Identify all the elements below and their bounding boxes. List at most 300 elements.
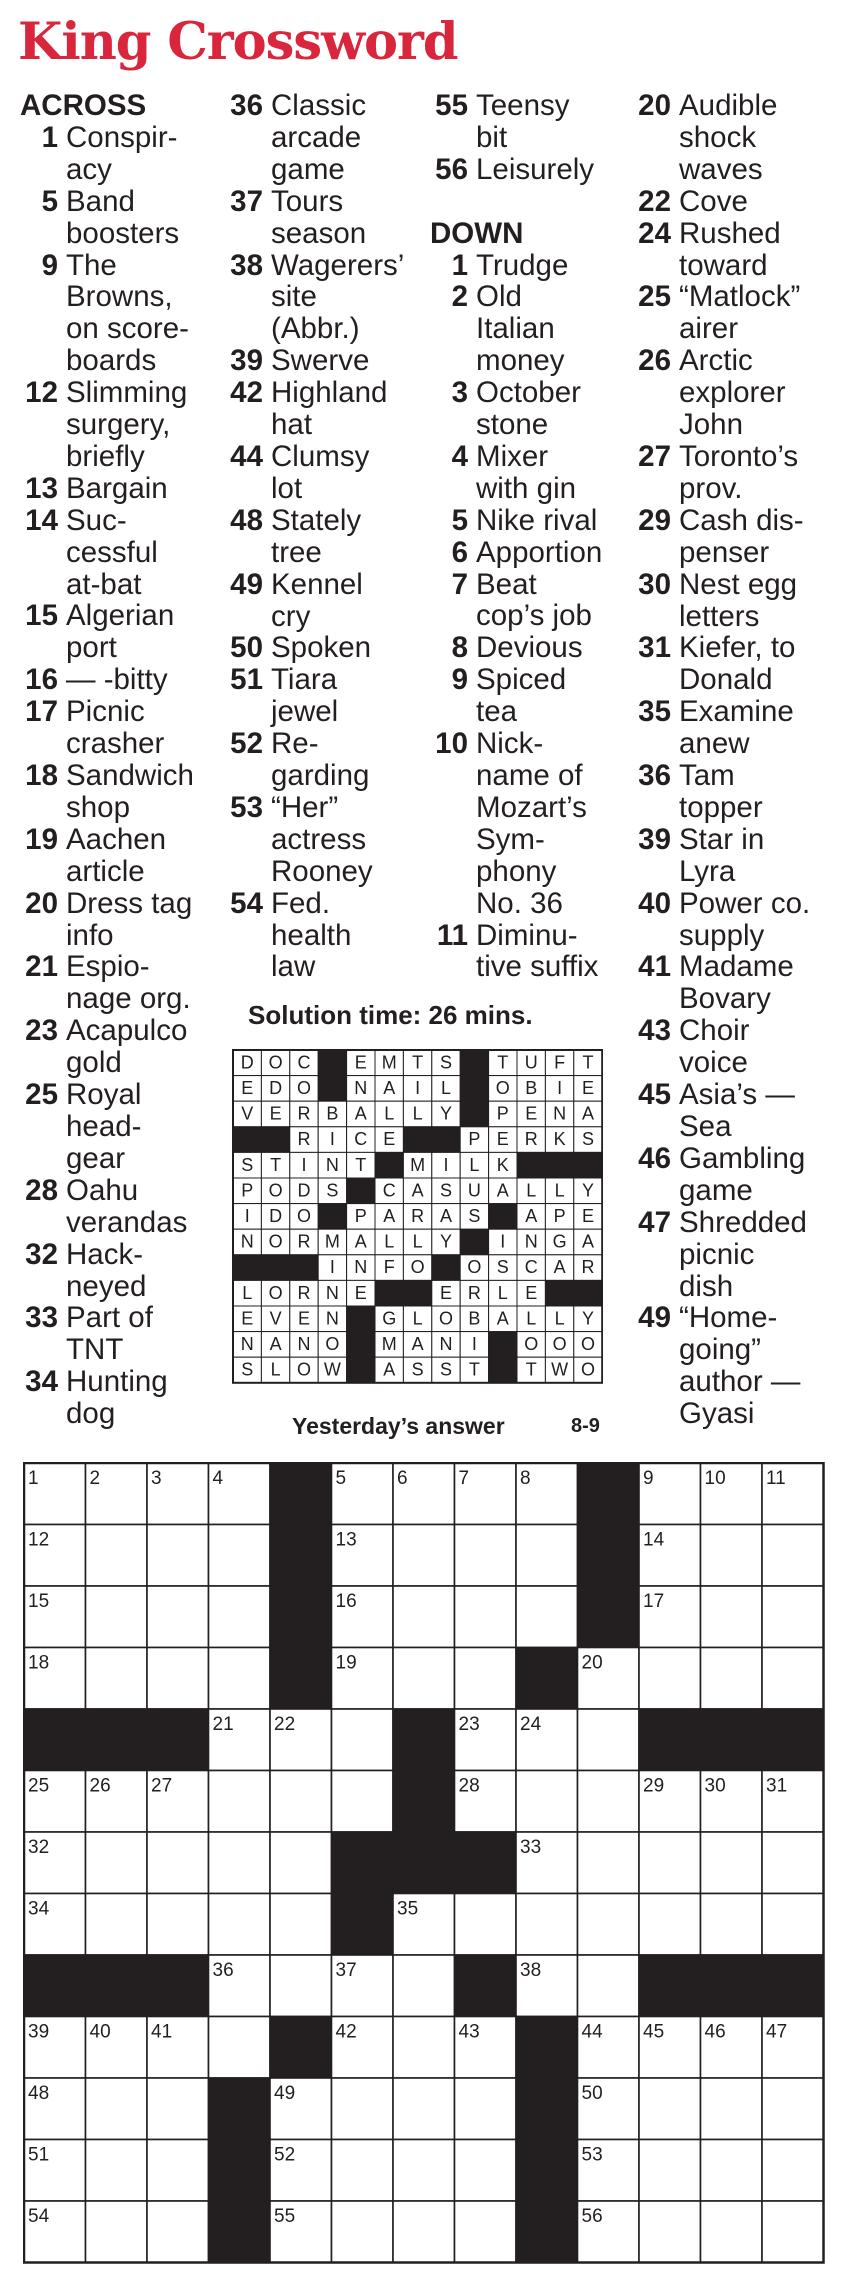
clue-text: Asia’s — Sea bbox=[679, 1078, 795, 1143]
black-square bbox=[578, 1525, 640, 1587]
answer-letter: T bbox=[412, 1052, 424, 1073]
grid-cell[interactable] bbox=[639, 1894, 701, 1956]
answer-letter: L bbox=[469, 1154, 480, 1175]
answer-letter: N bbox=[325, 1308, 339, 1329]
answer-letter: E bbox=[269, 1103, 282, 1124]
grid-cell[interactable] bbox=[578, 1894, 640, 1956]
answer-letter: L bbox=[526, 1180, 537, 1201]
grid-cell[interactable] bbox=[762, 1894, 824, 1956]
answer-letter: G bbox=[552, 1231, 567, 1252]
answer-letter: M bbox=[381, 1052, 397, 1073]
grid-cell[interactable] bbox=[701, 1648, 763, 1710]
cell-number: 39 bbox=[28, 2021, 50, 2043]
answer-black-square bbox=[460, 1076, 488, 1102]
down-header: DOWN bbox=[430, 216, 524, 250]
clue-column-2 bbox=[225, 90, 430, 983]
clue-number: 29 bbox=[638, 503, 671, 537]
grid-cell[interactable] bbox=[86, 1832, 148, 1894]
answer-letter: F bbox=[383, 1257, 395, 1278]
answer-letter: L bbox=[440, 1078, 452, 1099]
cell-number: 9 bbox=[643, 1468, 654, 1489]
clue-number: 1 bbox=[41, 120, 58, 154]
clue-text: “Her” actress Rooney bbox=[271, 790, 373, 888]
grid-cell[interactable] bbox=[209, 1648, 271, 1710]
grid-cell[interactable] bbox=[393, 2140, 455, 2202]
answer-letter: L bbox=[412, 1231, 423, 1252]
clue-text: Classic arcade game bbox=[271, 89, 367, 186]
black-square bbox=[762, 1709, 824, 1771]
across-clue-12 bbox=[20, 377, 225, 473]
clue-text: Devious bbox=[476, 631, 583, 665]
cell-number: 10 bbox=[704, 1468, 726, 1489]
cell-number: 1 bbox=[28, 1468, 39, 1489]
grid-cell[interactable] bbox=[393, 1525, 455, 1587]
clue-text: “Matlock” airer bbox=[679, 280, 801, 346]
grid-cell[interactable] bbox=[209, 1586, 271, 1648]
across-clue-55 bbox=[430, 90, 635, 154]
grid-cell[interactable] bbox=[762, 1525, 824, 1587]
down-clue-10 bbox=[430, 728, 635, 919]
grid-cell[interactable] bbox=[332, 1771, 394, 1833]
clue-number: 54 bbox=[230, 886, 263, 920]
down-clue-39 bbox=[633, 824, 838, 888]
cell-number: 19 bbox=[335, 1652, 357, 1674]
solution-time: Solution time: 26 mins. bbox=[248, 1000, 533, 1030]
grid-cell[interactable] bbox=[516, 1894, 578, 1956]
answer-letter: Y bbox=[439, 1103, 453, 1124]
cell-number: 14 bbox=[643, 1529, 665, 1551]
clue-text: Cash dis- penser bbox=[679, 503, 804, 569]
answer-letter: E bbox=[581, 1206, 595, 1227]
down-clue-2 bbox=[430, 281, 635, 377]
grid-cell[interactable] bbox=[762, 2140, 824, 2202]
cell-number: 47 bbox=[766, 2021, 788, 2043]
black-square bbox=[209, 2201, 271, 2263]
answer-letter: I bbox=[471, 1334, 477, 1355]
grid-cell[interactable] bbox=[393, 1955, 455, 2017]
grid-cell[interactable] bbox=[578, 1955, 640, 2017]
answer-black-square bbox=[460, 1050, 488, 1076]
grid-cell[interactable] bbox=[639, 2140, 701, 2202]
answer-letter: V bbox=[241, 1103, 254, 1124]
grid-cell[interactable] bbox=[393, 2201, 455, 2263]
clue-number: 19 bbox=[25, 822, 58, 856]
clue-text: Trudge bbox=[476, 248, 569, 282]
answer-letter: I bbox=[244, 1206, 250, 1227]
black-square bbox=[147, 1709, 209, 1771]
answer-letter: T bbox=[270, 1154, 282, 1175]
black-square bbox=[270, 1463, 332, 1525]
grid-cell[interactable] bbox=[270, 1771, 332, 1833]
grid-cell[interactable] bbox=[147, 1525, 209, 1587]
answer-letter: Y bbox=[581, 1180, 595, 1201]
clue-text: October stone bbox=[476, 376, 581, 442]
grid-cell[interactable] bbox=[516, 1525, 578, 1587]
answer-black-square bbox=[545, 1152, 573, 1178]
across-clue-21 bbox=[20, 951, 225, 1015]
grid-cell[interactable] bbox=[455, 1648, 517, 1710]
clue-text: Gambling game bbox=[679, 1141, 806, 1207]
clue-number: 5 bbox=[41, 184, 58, 218]
answer-letter: E bbox=[496, 1129, 509, 1150]
grid-cell[interactable] bbox=[455, 2078, 517, 2140]
clue-text: Choir voice bbox=[679, 1014, 750, 1080]
down-clue-26 bbox=[633, 345, 838, 441]
across-clue-17 bbox=[20, 696, 225, 760]
clue-text: Beat cop’s job bbox=[476, 567, 592, 633]
grid-cell[interactable] bbox=[147, 2201, 209, 2263]
clue-column-4 bbox=[633, 90, 838, 1430]
cell-number: 36 bbox=[212, 1960, 234, 1981]
clue-text: Hack- neyed bbox=[66, 1237, 147, 1303]
black-square bbox=[209, 2078, 271, 2140]
clue-number: 33 bbox=[25, 1301, 58, 1335]
answer-letter: O bbox=[410, 1257, 425, 1278]
clue-number: 45 bbox=[638, 1078, 671, 1112]
grid-cell[interactable] bbox=[701, 2201, 763, 2263]
clue-number: 16 bbox=[25, 663, 58, 697]
cell-number: 43 bbox=[458, 2021, 480, 2043]
across-clue-20 bbox=[20, 888, 225, 952]
cell-number: 27 bbox=[151, 1775, 173, 1797]
answer-letter: I bbox=[415, 1078, 421, 1099]
black-square bbox=[516, 2201, 578, 2263]
cell-number: 15 bbox=[28, 1591, 50, 1612]
clue-text: Oahu verandas bbox=[66, 1173, 188, 1239]
answer-letter: I bbox=[329, 1129, 335, 1150]
answer-letter: L bbox=[384, 1103, 395, 1124]
answer-black-square bbox=[489, 1332, 517, 1358]
grid-cell[interactable] bbox=[762, 2078, 824, 2140]
grid-cell[interactable] bbox=[639, 1648, 701, 1710]
clue-text: Tam topper bbox=[679, 759, 763, 824]
date-code: 8-9 bbox=[571, 1415, 600, 1437]
answer-letter: O bbox=[580, 1359, 596, 1380]
answer-letter: F bbox=[554, 1052, 566, 1073]
answer-letter: P bbox=[354, 1206, 367, 1227]
grid-cell[interactable] bbox=[762, 1648, 824, 1710]
clue-number: 5 bbox=[451, 503, 468, 537]
answer-letter: B bbox=[525, 1078, 538, 1099]
answer-letter: S bbox=[241, 1154, 254, 1175]
answer-letter: L bbox=[270, 1359, 281, 1380]
grid-cell[interactable] bbox=[455, 2201, 517, 2263]
grid-cell[interactable] bbox=[209, 1525, 271, 1587]
cell-number: 22 bbox=[274, 1714, 296, 1735]
clue-text: Nest egg letters bbox=[679, 567, 798, 633]
grid-cell[interactable] bbox=[270, 1894, 332, 1956]
across-clue-1 bbox=[20, 122, 225, 186]
clue-text: Nike rival bbox=[476, 503, 598, 537]
answer-letter: E bbox=[354, 1052, 367, 1073]
black-square bbox=[455, 1832, 517, 1894]
clue-text: — -bitty bbox=[66, 663, 168, 697]
clue-number: 48 bbox=[230, 503, 263, 537]
clue-text: Acapulco gold bbox=[66, 1014, 188, 1080]
clue-number: 10 bbox=[435, 727, 468, 761]
grid-cell[interactable] bbox=[147, 2140, 209, 2202]
answer-letter: A bbox=[496, 1180, 509, 1201]
grid-cell[interactable] bbox=[701, 2078, 763, 2140]
answer-letter: O bbox=[268, 1231, 283, 1252]
clue-text: Spiced tea bbox=[476, 663, 567, 729]
answer-letter: I bbox=[301, 1154, 307, 1175]
down-clue-31 bbox=[633, 632, 838, 696]
clue-text: Algerian port bbox=[66, 599, 175, 665]
answer-black-square bbox=[318, 1204, 346, 1230]
answer-letter: A bbox=[439, 1206, 453, 1227]
down-clue-7 bbox=[430, 569, 635, 633]
cell-number: 28 bbox=[458, 1775, 480, 1797]
clue-text: Conspir- acy bbox=[66, 120, 178, 186]
answer-letter: D bbox=[269, 1206, 283, 1227]
clue-text: Kennel cry bbox=[271, 567, 363, 633]
clue-number: 4 bbox=[451, 439, 468, 473]
grid-cell[interactable] bbox=[332, 2078, 394, 2140]
black-square bbox=[393, 1709, 455, 1771]
answer-letter: A bbox=[383, 1359, 396, 1380]
answer-letter: O bbox=[268, 1282, 283, 1303]
clue-number: 21 bbox=[25, 950, 58, 984]
cell-number: 33 bbox=[520, 1837, 542, 1858]
grid-cell[interactable] bbox=[209, 1894, 271, 1956]
across-clue-19 bbox=[20, 824, 225, 888]
down-clue-1 bbox=[430, 250, 635, 282]
answer-black-square bbox=[261, 1255, 289, 1281]
answer-black-square bbox=[347, 1332, 375, 1358]
grid-cell[interactable] bbox=[762, 1832, 824, 1894]
down-clue-36 bbox=[633, 760, 838, 824]
grid-cell[interactable] bbox=[578, 1832, 640, 1894]
grid-cell[interactable] bbox=[86, 2140, 148, 2202]
clue-text: Band boosters bbox=[66, 184, 180, 250]
down-clue-40 bbox=[633, 888, 838, 952]
answer-letter: O bbox=[296, 1206, 312, 1227]
down-clue-22 bbox=[633, 186, 838, 218]
grid-cell[interactable] bbox=[86, 1894, 148, 1956]
answer-letter: S bbox=[468, 1206, 481, 1227]
clue-number: 30 bbox=[638, 567, 671, 601]
clue-number: 17 bbox=[25, 695, 58, 729]
clue-number: 53 bbox=[230, 790, 263, 824]
clue-number: 38 bbox=[230, 248, 263, 282]
clue-number: 43 bbox=[638, 1014, 671, 1048]
clue-text: Spoken bbox=[271, 631, 372, 665]
across-clue-9 bbox=[20, 250, 225, 378]
answer-letter: L bbox=[242, 1282, 253, 1303]
answer-letter: U bbox=[467, 1180, 481, 1201]
clue-text: “Home- going” author — Gyasi bbox=[679, 1301, 801, 1431]
grid-cell[interactable] bbox=[147, 1586, 209, 1648]
answer-letter: E bbox=[354, 1282, 367, 1303]
grid-cell[interactable] bbox=[147, 1832, 209, 1894]
black-square bbox=[86, 1709, 148, 1771]
cell-number: 46 bbox=[704, 2021, 726, 2043]
answer-black-square bbox=[347, 1357, 375, 1383]
across-clue-38 bbox=[225, 250, 430, 346]
down-clue-43 bbox=[633, 1015, 838, 1079]
grid-cell[interactable] bbox=[86, 1586, 148, 1648]
black-square bbox=[578, 1586, 640, 1648]
grid-cell[interactable] bbox=[578, 1771, 640, 1833]
down-clue-5 bbox=[430, 505, 635, 537]
answer-black-square bbox=[574, 1280, 602, 1306]
grid-cell[interactable] bbox=[762, 2201, 824, 2263]
answer-letter: V bbox=[269, 1308, 282, 1329]
black-square bbox=[393, 1832, 455, 1894]
answer-letter: S bbox=[326, 1180, 339, 1201]
clue-number: 36 bbox=[230, 89, 263, 122]
clue-text: The Browns, on score- boards bbox=[66, 248, 189, 378]
answer-letter: O bbox=[552, 1334, 567, 1355]
grid-cell[interactable] bbox=[147, 1648, 209, 1710]
answer-letter: O bbox=[268, 1052, 283, 1073]
answer-letter: N bbox=[297, 1334, 311, 1355]
cell-number: 48 bbox=[28, 2083, 50, 2104]
answer-letter: U bbox=[524, 1052, 538, 1073]
grid-cell[interactable] bbox=[332, 2140, 394, 2202]
grid-cell[interactable] bbox=[393, 2078, 455, 2140]
answer-letter: A bbox=[269, 1334, 282, 1355]
answer-black-square bbox=[432, 1127, 460, 1153]
cell-number: 51 bbox=[28, 2144, 50, 2166]
answer-black-square bbox=[460, 1101, 488, 1127]
cell-number: 35 bbox=[397, 1898, 419, 1920]
grid-cell[interactable] bbox=[147, 1894, 209, 1956]
clue-number: 15 bbox=[25, 599, 58, 633]
grid-cell[interactable] bbox=[209, 1771, 271, 1833]
answer-letter: O bbox=[580, 1334, 596, 1355]
grid-cell[interactable] bbox=[639, 1832, 701, 1894]
answer-letter: M bbox=[381, 1334, 397, 1355]
clue-text: Slimming surgery, briefly bbox=[66, 376, 188, 473]
answer-letter: T bbox=[355, 1154, 367, 1175]
answer-letter: R bbox=[297, 1282, 311, 1303]
black-square bbox=[516, 1648, 578, 1710]
grid-cell[interactable] bbox=[578, 1709, 640, 1771]
grid-cell[interactable] bbox=[86, 1525, 148, 1587]
grid-cell[interactable] bbox=[639, 2201, 701, 2263]
grid-cell[interactable] bbox=[332, 1709, 394, 1771]
down-clue-24 bbox=[633, 218, 838, 282]
across-clue-51 bbox=[225, 664, 430, 728]
grid-cell[interactable] bbox=[455, 2140, 517, 2202]
answer-letter: O bbox=[296, 1359, 312, 1380]
black-square bbox=[578, 1463, 640, 1525]
cell-number: 16 bbox=[335, 1591, 357, 1612]
answer-letter: I bbox=[443, 1154, 449, 1175]
clue-number: 25 bbox=[638, 280, 671, 314]
answer-letter: C bbox=[382, 1180, 396, 1201]
answer-letter: A bbox=[411, 1180, 424, 1201]
clue-number: 49 bbox=[230, 567, 263, 601]
grid-cell[interactable] bbox=[701, 1832, 763, 1894]
clue-text: Arctic explorer John bbox=[679, 344, 786, 442]
grid-cell[interactable] bbox=[762, 1586, 824, 1648]
across-clue-44 bbox=[225, 441, 430, 505]
black-square bbox=[516, 2017, 578, 2079]
cell-number: 42 bbox=[335, 2021, 357, 2043]
clue-number: 6 bbox=[451, 535, 468, 569]
cell-number: 30 bbox=[704, 1775, 726, 1797]
black-square bbox=[762, 1955, 824, 2017]
down-clue-41 bbox=[633, 951, 838, 1015]
down-clue-29 bbox=[633, 505, 838, 569]
grid-cell[interactable] bbox=[86, 2201, 148, 2263]
clue-number: 32 bbox=[25, 1237, 58, 1271]
clue-text: Old Italian money bbox=[476, 280, 565, 378]
cell-number: 45 bbox=[643, 2021, 665, 2043]
grid-cell[interactable] bbox=[516, 1586, 578, 1648]
clue-number: 37 bbox=[230, 184, 263, 218]
answer-letter: E bbox=[241, 1308, 254, 1329]
cell-number: 24 bbox=[520, 1714, 542, 1735]
yesterday-answer-grid bbox=[232, 1049, 603, 1389]
clue-text: Toronto’s prov. bbox=[679, 439, 799, 505]
grid-cell[interactable] bbox=[455, 1586, 517, 1648]
grid-cell[interactable] bbox=[86, 1648, 148, 1710]
answer-letter: M bbox=[324, 1231, 340, 1252]
black-square bbox=[701, 1709, 763, 1771]
grid-cell[interactable] bbox=[516, 1771, 578, 1833]
clue-text: Audible shock waves bbox=[679, 89, 778, 186]
grid-cell[interactable] bbox=[209, 2017, 271, 2079]
answer-black-square bbox=[403, 1127, 431, 1153]
answer-letter: N bbox=[354, 1078, 368, 1099]
answer-letter: O bbox=[495, 1078, 510, 1099]
black-square bbox=[209, 2140, 271, 2202]
grid-cell[interactable] bbox=[209, 1832, 271, 1894]
down-clue-20 bbox=[633, 90, 838, 186]
cell-number: 18 bbox=[28, 1652, 50, 1674]
grid-cell[interactable] bbox=[455, 1525, 517, 1587]
grid-cell[interactable] bbox=[393, 1648, 455, 1710]
grid-cell[interactable] bbox=[393, 2017, 455, 2079]
across-clue-50 bbox=[225, 632, 430, 664]
cell-number: 44 bbox=[581, 2021, 603, 2043]
across-header: ACROSS bbox=[20, 89, 147, 122]
grid-cell[interactable] bbox=[393, 1586, 455, 1648]
answer-letter: R bbox=[467, 1282, 481, 1303]
answer-black-square bbox=[290, 1255, 318, 1281]
clue-text: Hunting dog bbox=[66, 1365, 168, 1431]
answer-letter: D bbox=[240, 1052, 254, 1073]
grid-cell[interactable] bbox=[86, 2078, 148, 2140]
answer-letter: O bbox=[438, 1308, 454, 1329]
grid-cell[interactable] bbox=[701, 1525, 763, 1587]
clue-number: 11 bbox=[436, 918, 468, 952]
cell-number: 50 bbox=[581, 2083, 603, 2104]
cell-number: 8 bbox=[520, 1468, 531, 1489]
cell-number: 11 bbox=[766, 1468, 786, 1489]
grid-cell[interactable] bbox=[332, 2201, 394, 2263]
clue-text: Fed. health law bbox=[271, 886, 352, 984]
grid-cell[interactable] bbox=[701, 1894, 763, 1956]
grid-cell[interactable] bbox=[270, 1955, 332, 2017]
grid-cell[interactable] bbox=[455, 1894, 517, 1956]
black-square bbox=[270, 1525, 332, 1587]
grid-cell[interactable] bbox=[701, 2140, 763, 2202]
answer-letter: S bbox=[411, 1359, 424, 1380]
clue-number: 25 bbox=[25, 1078, 58, 1112]
black-square bbox=[516, 2140, 578, 2202]
answer-letter: I bbox=[557, 1078, 563, 1099]
grid-cell[interactable] bbox=[701, 1586, 763, 1648]
cell-number: 17 bbox=[643, 1591, 665, 1612]
grid-cell[interactable] bbox=[270, 1832, 332, 1894]
grid-cell[interactable] bbox=[639, 2078, 701, 2140]
grid-cell[interactable] bbox=[147, 2078, 209, 2140]
